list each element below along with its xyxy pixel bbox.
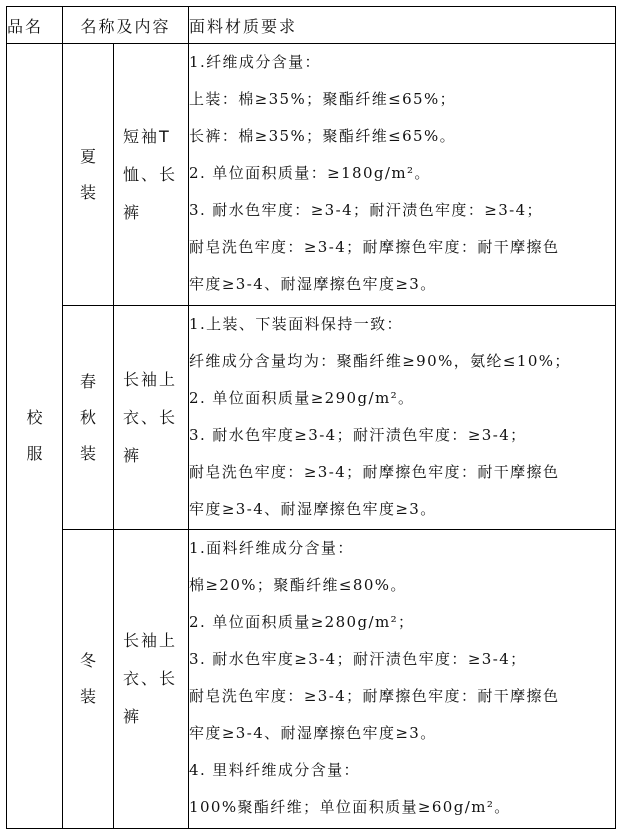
requirement-line: 3. 耐水色牢度≥3-4；耐汗渍色牢度：≥3-4； bbox=[189, 426, 527, 444]
requirement-line: 3. 耐水色牢度≥3-4；耐汗渍色牢度：≥3-4； bbox=[189, 650, 527, 668]
requirements-cell bbox=[189, 44, 616, 306]
season-cell bbox=[63, 530, 114, 829]
requirement-line: 纤维成分含量均为：聚酯纤维≥90%，氨纶≤10%； bbox=[189, 352, 571, 370]
requirement-line: 3. 耐水色牢度：≥3-4；耐汗渍色牢度：≥3-4； bbox=[189, 201, 543, 219]
requirement-line: 耐皂洗色牢度：≥3-4；耐摩擦色牢度：耐干摩擦色 bbox=[189, 687, 560, 705]
garment-label: 短袖T恤、长裤 bbox=[123, 126, 178, 222]
requirement-line: 牢度≥3-4、耐湿摩擦色牢度≥3。 bbox=[189, 275, 437, 293]
header-product-name: 品名 bbox=[7, 7, 63, 44]
requirement-line: 长裤：棉≥35%；聚酯纤维≤65%。 bbox=[189, 127, 457, 145]
garment-label: 长袖上衣、长裤 bbox=[123, 369, 178, 465]
requirement-line: 耐皂洗色牢度：≥3-4；耐摩擦色牢度：耐干摩擦色 bbox=[189, 238, 560, 256]
requirement-line: 2. 单位面积质量：≥180g/m²。 bbox=[189, 164, 431, 182]
requirement-line: 100%聚酯纤维；单位面积质量≥60g/m²。 bbox=[189, 798, 511, 816]
season-cell bbox=[63, 306, 114, 530]
requirement-line: 1.纤维成分含量： bbox=[189, 53, 321, 71]
requirements-cell bbox=[189, 306, 616, 530]
header-row bbox=[7, 7, 616, 44]
requirement-line: 牢度≥3-4、耐湿摩擦色牢度≥3。 bbox=[189, 724, 437, 742]
requirements-cell bbox=[189, 530, 616, 829]
requirement-line: 耐皂洗色牢度：≥3-4；耐摩擦色牢度：耐干摩擦色 bbox=[189, 463, 560, 481]
requirement-line: 1.面料纤维成分含量： bbox=[189, 539, 354, 557]
row-summer bbox=[7, 44, 616, 306]
garment-label: 长袖上衣、长裤 bbox=[123, 631, 178, 726]
garment-cell bbox=[114, 44, 189, 306]
season-cell bbox=[63, 44, 114, 306]
spec-table bbox=[6, 6, 616, 829]
header-material-requirements: 面料材质要求 bbox=[189, 7, 616, 44]
requirement-line: 1.上装、下装面料保持一致： bbox=[189, 315, 403, 333]
header-name-content: 名称及内容 bbox=[63, 7, 189, 44]
garment-cell bbox=[114, 530, 189, 829]
category-cell bbox=[7, 44, 63, 829]
garment-cell bbox=[114, 306, 189, 530]
season-label: 春秋装 bbox=[79, 371, 96, 463]
requirement-line: 4. 里料纤维成分含量： bbox=[189, 761, 360, 779]
category-label: 校服 bbox=[26, 408, 43, 463]
requirement-line: 棉≥20%；聚酯纤维≤80%。 bbox=[189, 576, 407, 594]
season-label: 夏装 bbox=[79, 146, 96, 202]
requirement-line: 2. 单位面积质量≥290g/m²。 bbox=[189, 389, 415, 407]
row-spring-autumn bbox=[7, 306, 616, 530]
requirement-line: 2. 单位面积质量≥280g/m²； bbox=[189, 613, 415, 631]
season-label: 冬装 bbox=[79, 651, 96, 706]
requirement-line: 牢度≥3-4、耐湿摩擦色牢度≥3。 bbox=[189, 500, 437, 518]
row-winter bbox=[7, 530, 616, 829]
requirement-line: 上装：棉≥35%；聚酯纤维≤65%； bbox=[189, 90, 457, 108]
